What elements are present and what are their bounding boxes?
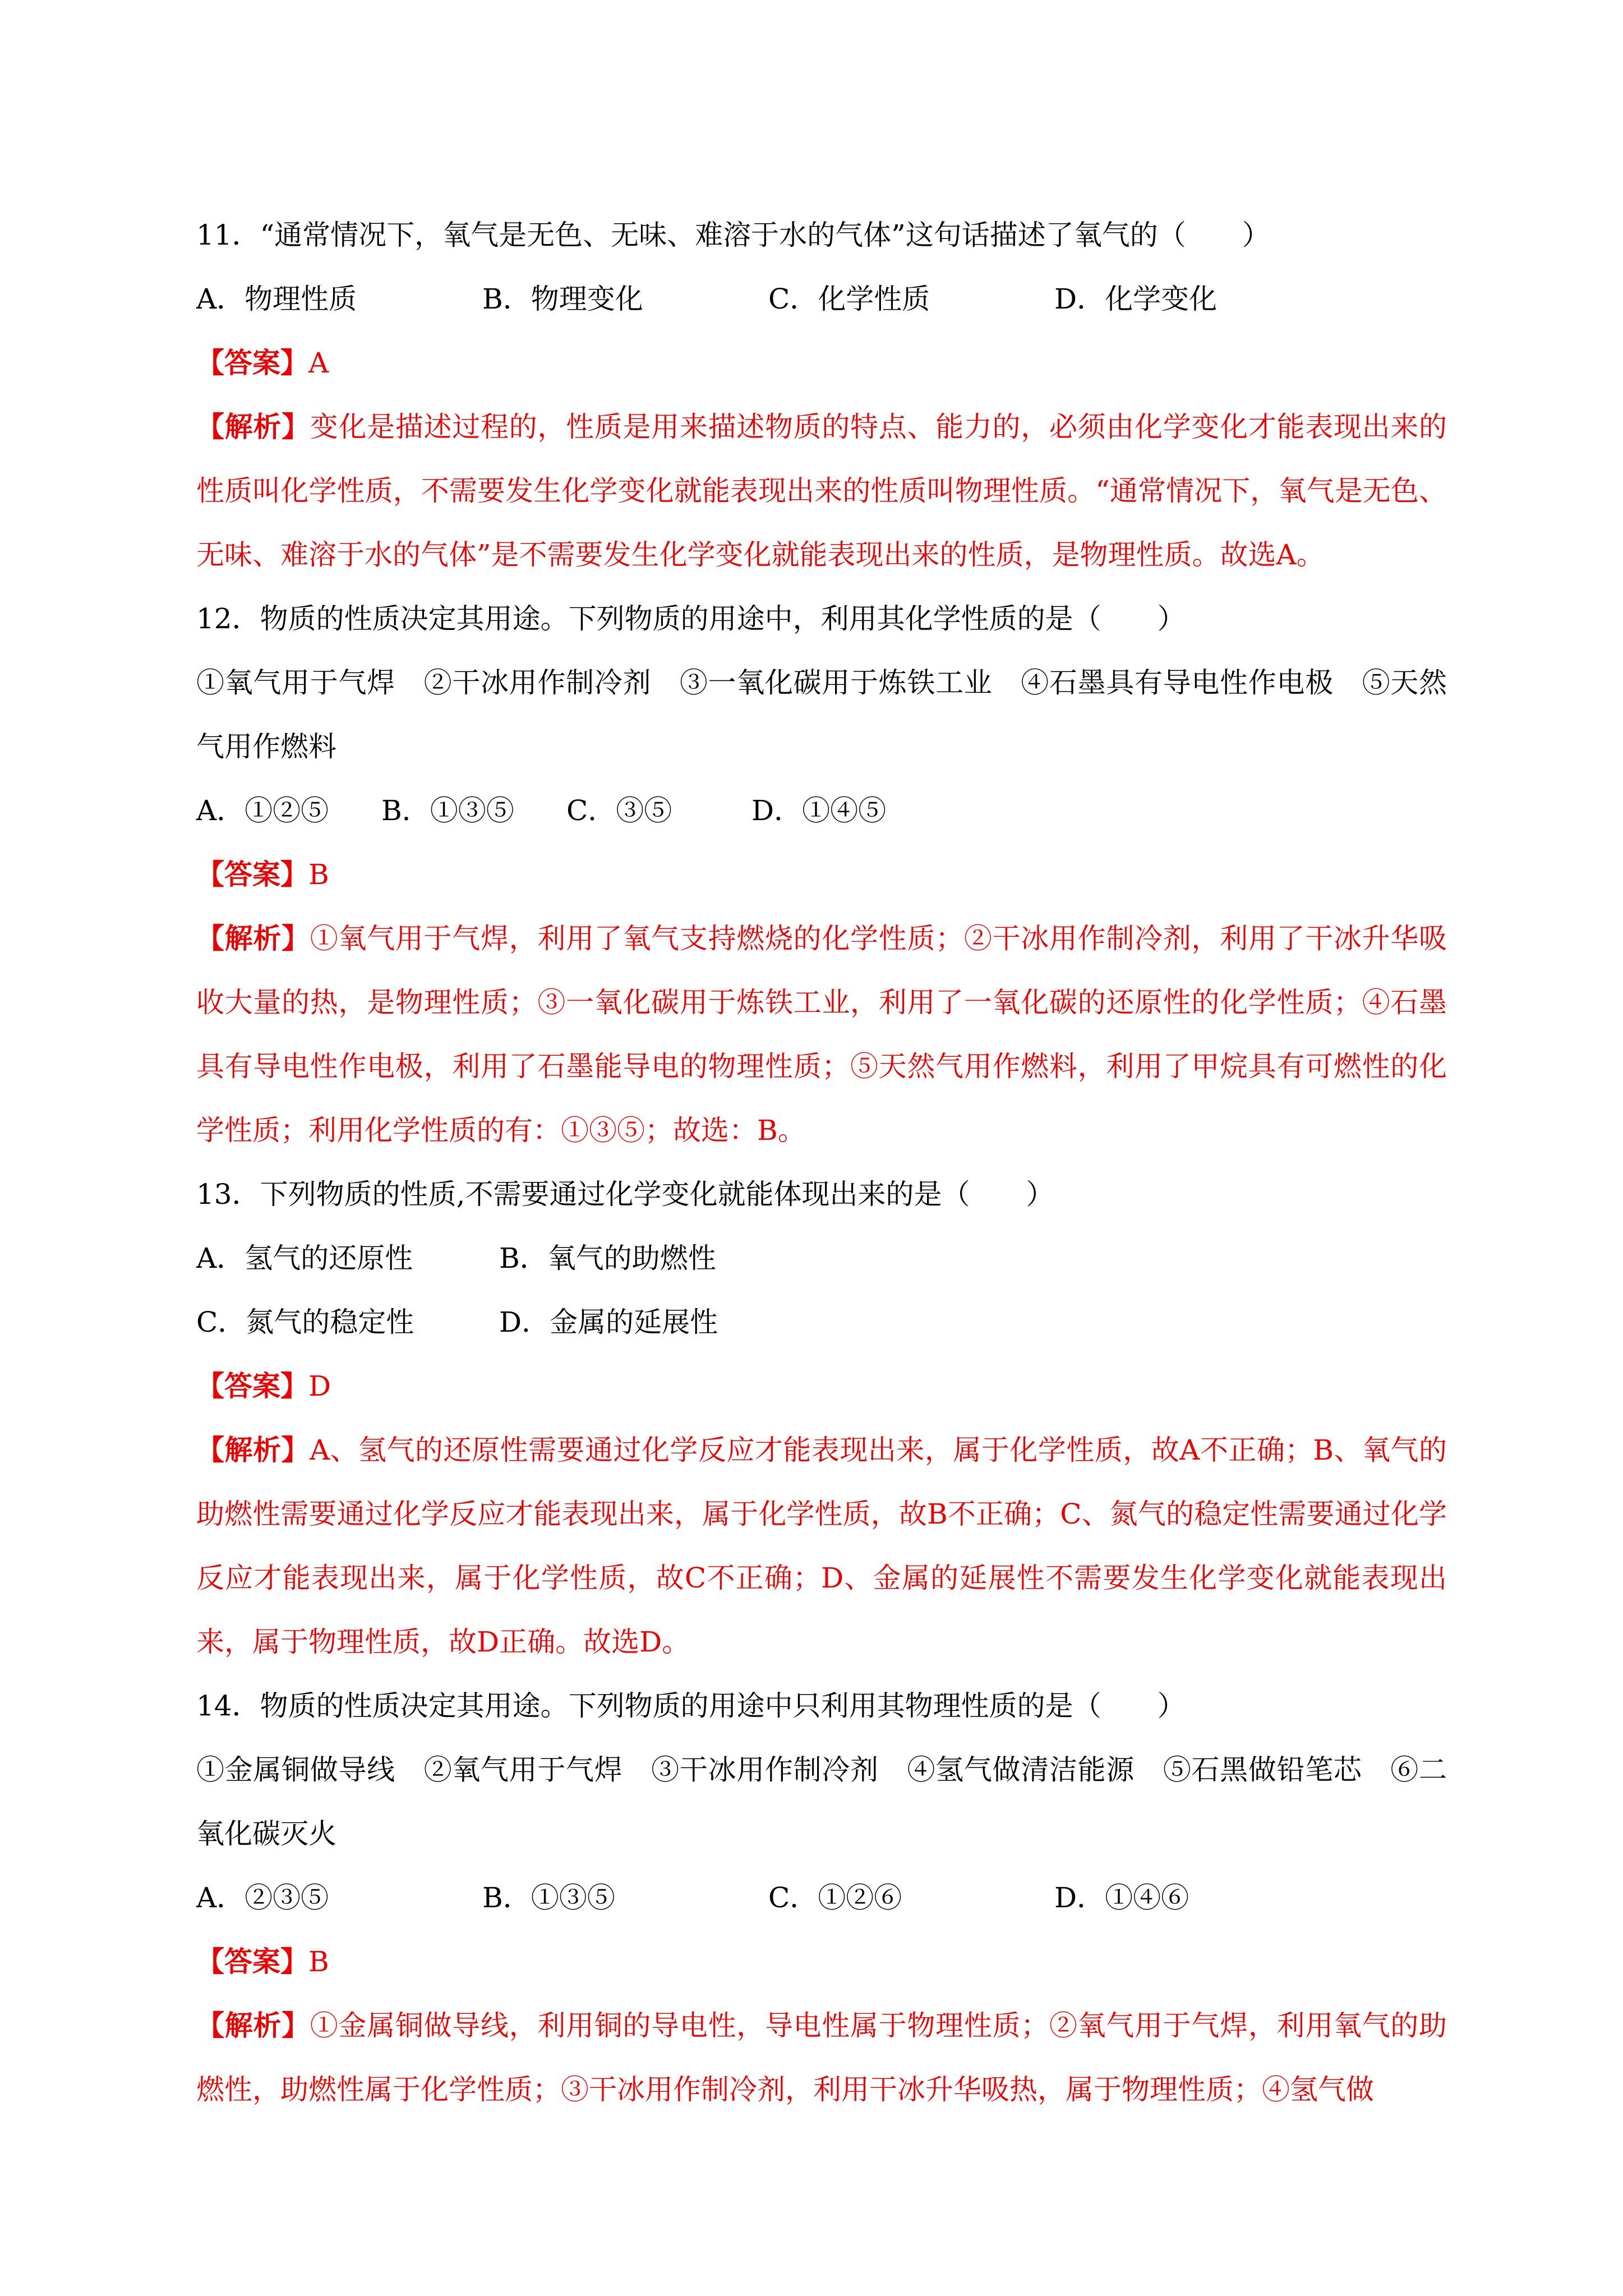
- question-14: [196, 1674, 1447, 2122]
- option-d: D．金属的延展性: [499, 1306, 718, 1338]
- option-a: A．氢气的还原性: [196, 1242, 413, 1274]
- analysis-text: A、氢气的还原性需要通过化学反应才能表现出来，属于化学性质，故A不正确；B、氧气的助燃性需要通过化学反应才能表现出来，属于化学性质，故B不正确；C、氮气的稳定性需要通过化学反应才能表现出来，属于化学性质，故C不正确；D、金属的延展性不需要发生化学变化就能表现出来，属于物理性质，故D正确。故选D。: [196, 1434, 1447, 1658]
- answer-line: [196, 1930, 1447, 1994]
- analysis-tag: 【解析】: [196, 922, 310, 955]
- question-11: [196, 203, 1447, 587]
- answer-value: A: [308, 347, 329, 379]
- option-c: C．化学性质: [768, 283, 930, 315]
- option-a: A．①②⑤: [196, 794, 329, 827]
- option-row: [196, 1226, 1447, 1290]
- question-stem: 12．物质的性质决定其用途。下列物质的用途中，利用其化学性质的是（ ）: [196, 602, 1186, 635]
- option-b: B．氧气的助燃性: [499, 1242, 716, 1274]
- option-d: D．①④⑥: [1054, 1881, 1189, 1914]
- analysis-paragraph: [196, 1994, 1447, 2122]
- question-12: [196, 587, 1447, 1162]
- option-a: A．②③⑤: [196, 1881, 329, 1914]
- analysis-tag: 【解析】: [196, 410, 310, 443]
- analysis-text: 变化是描述过程的，性质是用来描述物质的特点、能力的，必须由化学变化才能表现出来的性质叫化学性质，不需要发生化学变化就能表现出来的性质叫物理性质。“通常情况下，氧气是无色、无味、难溶于水的气体”是不需要发生化学变化就能表现出来的性质，是物理性质。故选A。: [196, 411, 1447, 571]
- option-b: B．①③⑤: [381, 794, 514, 827]
- option-d: D．①④⑤: [751, 794, 887, 827]
- question-13: [196, 1162, 1447, 1674]
- option-row: [196, 1290, 1447, 1354]
- answer-value: D: [308, 1370, 331, 1402]
- option-b: B．物理变化: [482, 283, 643, 315]
- answer-line: [196, 843, 1447, 907]
- question-stem: 11．“通常情况下，氧气是无色、无味、难溶于水的气体”这句话描述了氧气的（ ）: [196, 219, 1270, 251]
- analysis-paragraph: [196, 1418, 1447, 1674]
- answer-value: B: [308, 1945, 329, 1978]
- analysis-paragraph: [196, 395, 1447, 587]
- option-c: C．①②⑥: [768, 1881, 902, 1914]
- answer-line: [196, 1354, 1447, 1418]
- option-c: C．氮气的稳定性: [196, 1306, 414, 1338]
- option-row: [196, 779, 1447, 843]
- question-items: ①氧气用于气焊 ②干冰用作制冷剂 ③一氧化碳用于炼铁工业 ④石墨具有导电性作电极 ⑤天然气用作燃料: [196, 666, 1447, 763]
- question-stem: 13．下列物质的性质,不需要通过化学变化就能体现出来的是（ ）: [196, 1178, 1054, 1211]
- option-b: B．①③⑤: [482, 1881, 615, 1914]
- analysis-paragraph: [196, 907, 1447, 1162]
- answer-tag: 【答案】: [196, 346, 308, 379]
- answer-tag: 【答案】: [196, 1369, 308, 1402]
- analysis-tag: 【解析】: [196, 2009, 310, 2042]
- analysis-text: ①氧气用于气焊，利用了氧气支持燃烧的化学性质；②干冰用作制冷剂，利用了干冰升华吸收大量的热，是物理性质；③一氧化碳用于炼铁工业，利用了一氧化碳的还原性的化学性质；④石墨具有导电性作电极，利用了石墨能导电的物理性质；⑤天然气用作燃料，利用了甲烷具有可燃性的化学性质；利用化学性质的有：①③⑤；故选：B。: [196, 922, 1447, 1147]
- page-content: [196, 203, 1447, 2122]
- option-row: [196, 1866, 1447, 1930]
- analysis-tag: 【解析】: [196, 1433, 310, 1466]
- question-items: ①金属铜做导线 ②氧气用于气焊 ③干冰用作制冷剂 ④氢气做清洁能源 ⑤石黑做铅笔芯 ⑥二氧化碳灭火: [196, 1754, 1447, 1850]
- question-stem: 14．物质的性质决定其用途。下列物质的用途中只利用其物理性质的是（ ）: [196, 1690, 1186, 1722]
- option-a: A．物理性质: [196, 283, 357, 315]
- option-row: [196, 267, 1447, 331]
- answer-line: [196, 331, 1447, 395]
- analysis-text: ①金属铜做导线，利用铜的导电性，导电性属于物理性质；②氧气用于气焊，利用氧气的助燃性，助燃性属于化学性质；③干冰用作制冷剂，利用干冰升华吸热，属于物理性质；④氢气做: [196, 2009, 1447, 2106]
- option-d: D．化学变化: [1054, 283, 1218, 315]
- answer-tag: 【答案】: [196, 1945, 308, 1978]
- answer-value: B: [308, 858, 329, 891]
- answer-tag: 【答案】: [196, 858, 308, 891]
- option-c: C．③⑤: [566, 794, 672, 827]
